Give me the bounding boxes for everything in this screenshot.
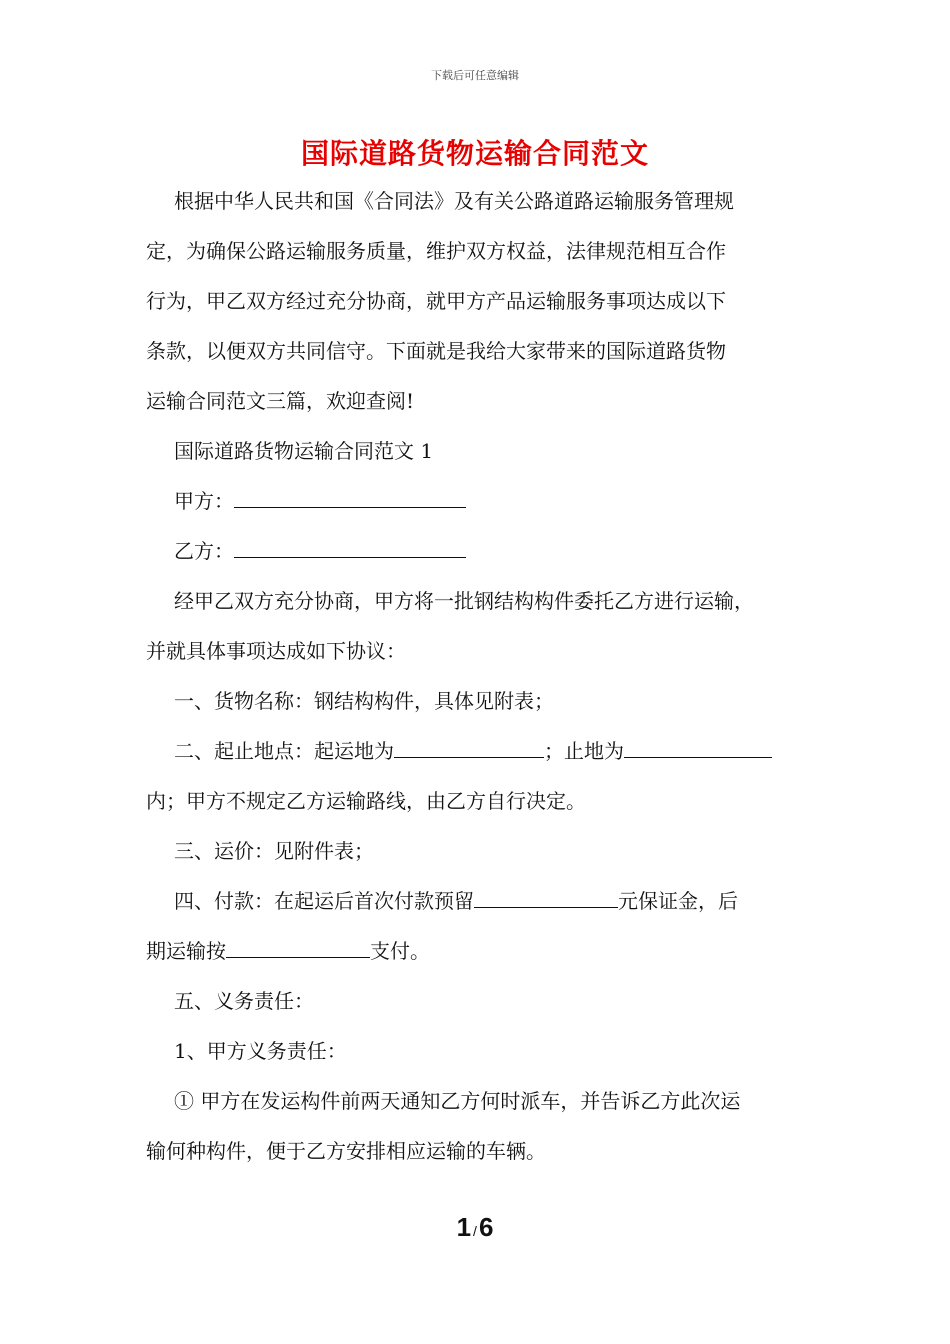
clause-4 [174, 886, 738, 916]
header-note: 下载后可任意编辑 [431, 69, 519, 82]
intro-line: 行为，甲乙双方经过充分协商，就甲方产品运输服务事项达成以下 [146, 289, 726, 313]
party-a-blank [234, 487, 466, 508]
party-a-row [174, 486, 466, 516]
section-heading: 国际道路货物运输合同范文 1 [174, 439, 434, 463]
intro-line: 运输合同范文三篇，欢迎查阅! [146, 389, 415, 413]
page-separator: / [473, 1223, 477, 1239]
clause-5: 五、义务责任： [174, 989, 314, 1013]
clause-4-continued [146, 936, 430, 966]
destination-blank [624, 737, 772, 758]
clause-4-text: 期运输按 [146, 939, 226, 963]
clause-2-continued: 内；甲方不规定乙方运输路线，由乙方自行决定。 [146, 789, 586, 813]
item-1-line: 输何种构件，便于乙方安排相应运输的车辆。 [146, 1139, 546, 1163]
document-title: 国际道路货物运输合同范文 [300, 137, 649, 170]
clause-2-text: 二、起止地点：起运地为 [174, 739, 394, 763]
current-page: 1 [456, 1212, 472, 1242]
item-1-line: ① 甲方在发运构件前两天通知乙方何时派车，并告诉乙方此次运 [174, 1089, 741, 1113]
agreement-line: 经甲乙双方充分协商，甲方将一批钢结构构件委托乙方进行运输， [174, 589, 754, 613]
party-b-row [174, 536, 466, 566]
clause-4-text: 元保证金，后 [618, 889, 738, 913]
clause-4-text: 支付。 [370, 939, 430, 963]
payment-blank [226, 937, 370, 958]
sub-clause-1: 1、甲方义务责任： [174, 1039, 347, 1063]
total-pages: 6 [478, 1212, 494, 1242]
page-number [0, 1212, 950, 1243]
party-a-label: 甲方： [174, 489, 234, 513]
clause-2-text: ；止地为 [544, 739, 624, 763]
intro-line: 根据中华人民共和国《合同法》及有关公路道路运输服务管理规 [174, 189, 734, 213]
clause-4-text: 四、付款：在起运后首次付款预留 [174, 889, 474, 913]
party-b-label: 乙方： [174, 539, 234, 563]
party-b-blank [234, 537, 466, 558]
intro-line: 条款，以便双方共同信守。下面就是我给大家带来的国际道路货物 [146, 339, 726, 363]
clause-3: 三、运价：见附件表； [174, 839, 374, 863]
clause-1: 一、货物名称：钢结构构件，具体见附表； [174, 689, 554, 713]
intro-line: 定，为确保公路运输服务质量，维护双方权益，法律规范相互合作 [146, 239, 726, 263]
clause-2 [174, 736, 772, 766]
deposit-blank [474, 887, 618, 908]
origin-blank [394, 737, 544, 758]
agreement-line: 并就具体事项达成如下协议： [146, 639, 406, 663]
